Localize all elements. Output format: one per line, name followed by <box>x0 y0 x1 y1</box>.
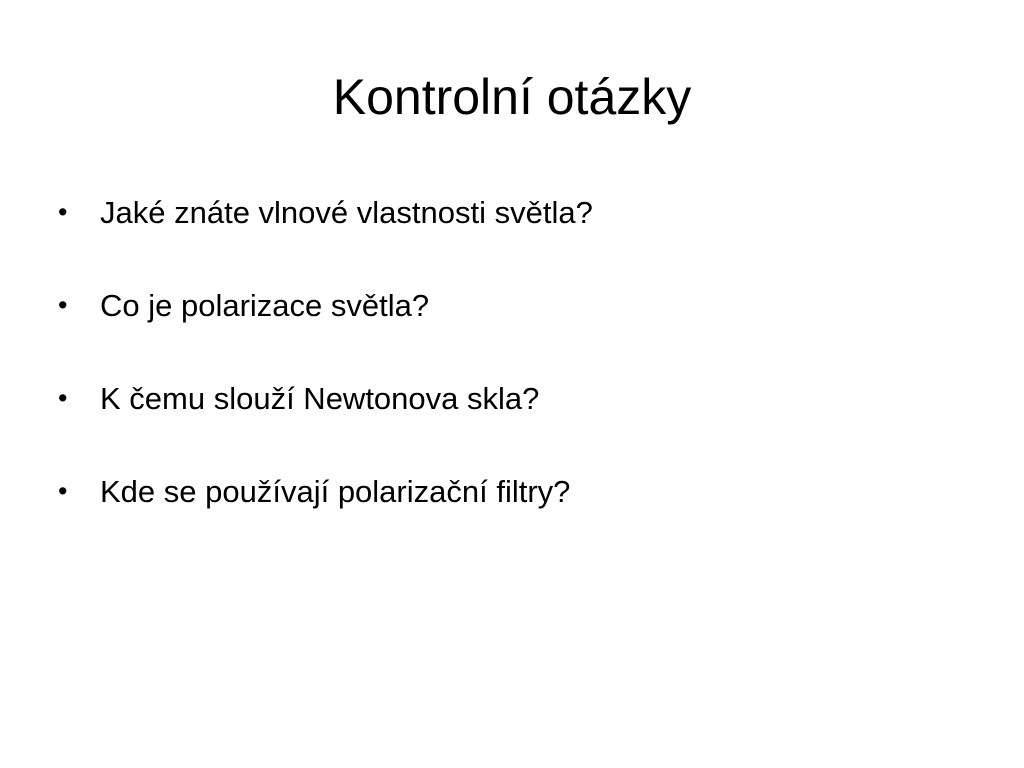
bullet-text: Kde se používají polarizační filtry? <box>100 474 571 509</box>
bullet-text: K čemu slouží Newtonova skla? <box>100 381 540 416</box>
slide-title: Kontrolní otázky <box>332 69 692 125</box>
bullet-item <box>58 469 593 562</box>
bullet-dot-icon: • <box>58 476 68 506</box>
bullet-list <box>58 190 593 562</box>
bullet-item <box>58 283 593 376</box>
bullet-dot-icon: • <box>58 290 68 320</box>
bullet-text: Co je polarizace světla? <box>100 288 430 323</box>
bullet-dot-icon: • <box>58 383 68 413</box>
bullet-item <box>58 376 593 469</box>
bullet-item <box>58 190 593 283</box>
bullet-text: Jaké znáte vlnové vlastnosti světla? <box>100 195 593 230</box>
bullet-dot-icon: • <box>58 197 68 227</box>
